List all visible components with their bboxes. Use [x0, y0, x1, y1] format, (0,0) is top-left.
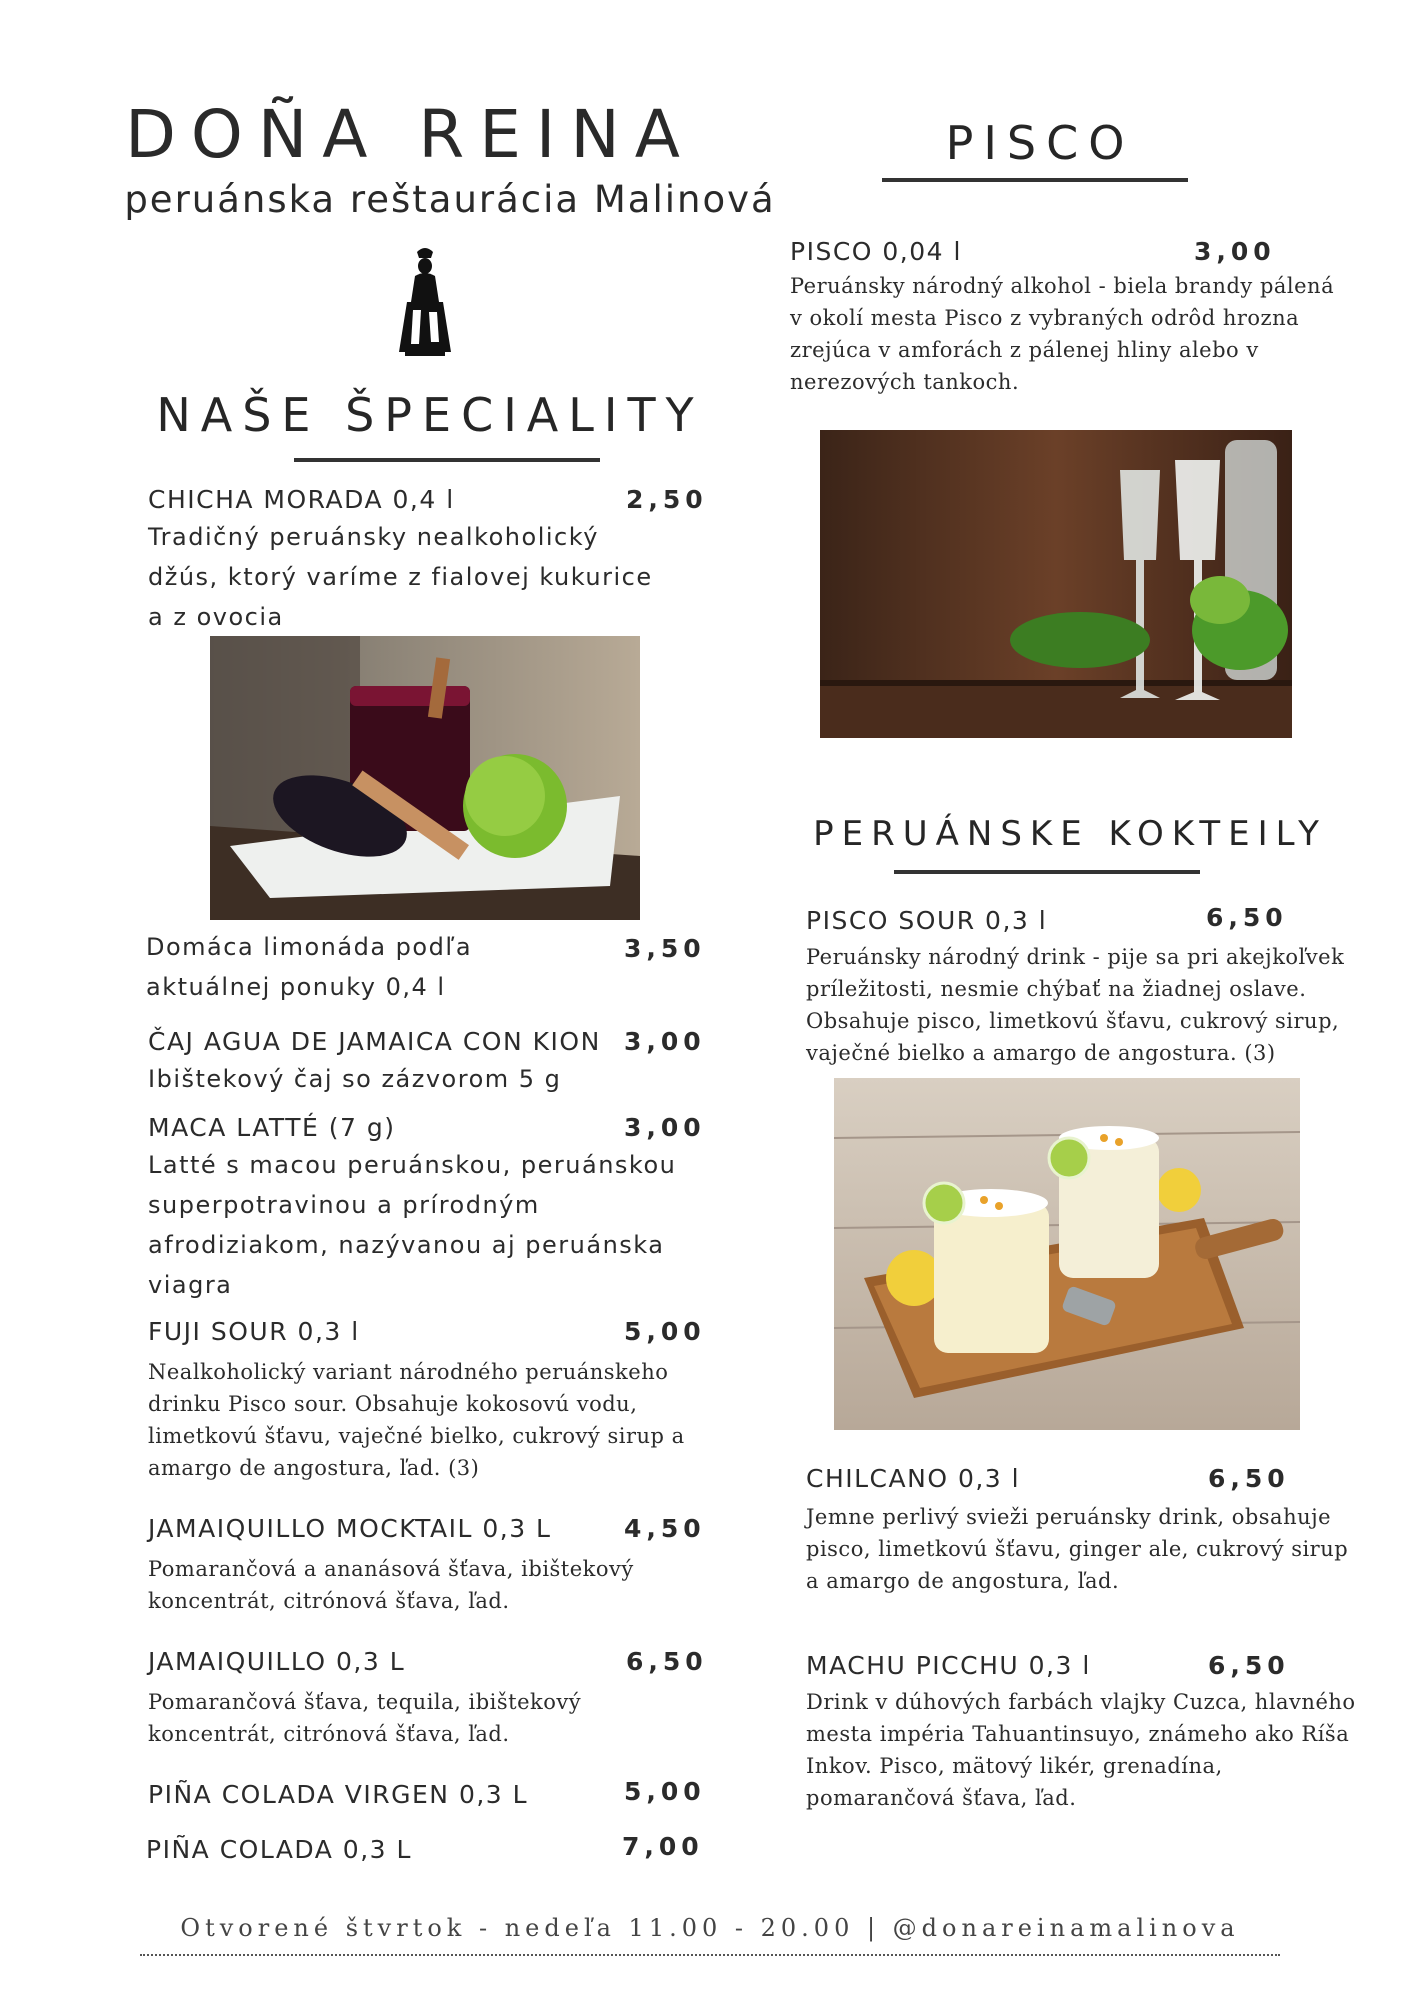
- item-desc-chilcano: Jemne perlivý svieži peruánsky drink, obsahuje pisco, limetkovú šťavu, ginger ale, cukrový sirup a amargo de angostura, ľad.: [806, 1505, 1349, 1593]
- restaurant-subtitle: peruánska reštaurácia Malinová: [124, 178, 776, 221]
- item-price-fuji-sour: 5,00: [624, 1317, 706, 1346]
- item-price-maca-latte: 3,00: [624, 1113, 706, 1142]
- item-price-jamaiquillo: 6,50: [626, 1647, 708, 1676]
- item-desc-machu-picchu: Drink v dúhových farbách vlajky Cuzca, hlavného mesta impéria Tahuantinsuyo, známeho ako Ríša Inkov. Pisco, mätový likér, grenadína, pomarančová šťava, ľad.: [806, 1690, 1356, 1810]
- item-name-pisco-sour: PISCO SOUR 0,3 l: [806, 906, 1048, 935]
- footer-divider: [140, 1954, 1280, 1956]
- cocktails-heading-rule: [894, 870, 1200, 874]
- item-desc-maca-latte: Latté s macou peruánskou, peruánskou superpotravinou a prírodným afrodiziakom, nazývanou aj peruánska viagra: [148, 1151, 677, 1299]
- item-name-machu-picchu: MACHU PICCHU 0,3 l: [806, 1651, 1091, 1680]
- item-desc-jamaiquillo: Pomarančová šťava, tequila, ibištekový koncentrát, citrónová šťava, ľad.: [148, 1690, 582, 1746]
- logo-figure-icon: [395, 246, 455, 358]
- item-price-machu-picchu: 6,50: [1208, 1651, 1290, 1680]
- specialities-heading: NAŠE ŠPECIALITY: [156, 388, 704, 442]
- item-price-agua-de-jamaica: 3,00: [624, 1027, 706, 1056]
- item-price-jamaiquillo-mocktail: 4,50: [624, 1514, 706, 1543]
- item-price-pisco-sour: 6,50: [1206, 903, 1288, 932]
- pisco-sour-photo: [834, 1078, 1300, 1430]
- item-price-limonada: 3,50: [624, 934, 706, 963]
- item-name-pina-colada: PIÑA COLADA 0,3 L: [146, 1835, 412, 1864]
- specialities-heading-rule: [294, 458, 600, 462]
- pisco-heading-rule: [882, 178, 1188, 182]
- item-desc-pisco-sour: Peruánsky národný drink - pije sa pri akejkoľvek príležitosti, nesmie chýbať na žiadnej oslave. Obsahuje pisco, limetkovú šťavu, cukrový sirup, vaječné bielko a amargo de angostura. (3): [806, 945, 1345, 1065]
- restaurant-name: DOÑA REINA: [125, 96, 695, 173]
- cocktails-heading: PERUÁNSKE KOKTEILY: [813, 814, 1327, 854]
- item-name-pisco: PISCO 0,04 l: [790, 237, 962, 266]
- chicha-morada-photo: [210, 636, 640, 920]
- item-desc-fuji-sour: Nealkoholický variant národného peruánskeho drinku Pisco sour. Obsahuje kokosovú vodu, limetkovú šťavu, vaječné bielko, cukrový sirup a amargo de angostura, ľad. (3): [148, 1360, 685, 1480]
- item-price-pina-colada: 7,00: [622, 1832, 704, 1861]
- item-name-jamaiquillo-mocktail: JAMAIQUILLO MOCKTAIL 0,3 L: [148, 1514, 552, 1543]
- item-name-chilcano: CHILCANO 0,3 l: [806, 1464, 1021, 1493]
- item-name-chicha-morada: CHICHA MORADA 0,4 l: [148, 485, 455, 514]
- pisco-photo: [820, 430, 1292, 738]
- item-price-chilcano: 6,50: [1208, 1464, 1290, 1493]
- item-name-maca-latte: MACA LATTÉ (7 g): [148, 1113, 396, 1142]
- pisco-heading: PISCO: [945, 116, 1135, 170]
- item-name-fuji-sour: FUJI SOUR 0,3 l: [148, 1317, 360, 1346]
- item-price-pina-colada-virgen: 5,00: [624, 1777, 706, 1806]
- item-desc-chicha-morada: Tradičný peruánsky nealkoholický džús, ktorý varíme z fialovej kukurice a z ovocia: [148, 523, 653, 631]
- opening-hours-footer: Otvorené štvrtok - nedeľa 11.00 - 20.00 | @donareinamalinova: [180, 1914, 1240, 1942]
- item-desc-jamaiquillo-mocktail: Pomarančová a ananásová šťava, ibištekový koncentrát, citrónová šťava, ľad.: [148, 1557, 634, 1613]
- item-name-jamaiquillo: JAMAIQUILLO 0,3 L: [148, 1647, 406, 1676]
- item-price-chicha-morada: 2,50: [626, 485, 708, 514]
- item-desc-agua-de-jamaica: Ibištekový čaj so zázvorom 5 g: [148, 1065, 562, 1093]
- item-name-agua-de-jamaica: ČAJ AGUA DE JAMAICA CON KION: [148, 1027, 601, 1056]
- item-name-limonada: Domáca limonáda podľa aktuálnej ponuky 0,4 l: [146, 933, 473, 1001]
- item-desc-pisco: Peruánsky národný alkohol - biela brandy pálená v okolí mesta Pisco z vybraných odrôd hrozna zrejúca v amforách z pálenej hliny alebo v nerezových tankoch.: [790, 274, 1335, 394]
- item-name-pina-colada-virgen: PIÑA COLADA VIRGEN 0,3 L: [148, 1780, 529, 1809]
- item-price-pisco: 3,00: [1194, 237, 1276, 266]
